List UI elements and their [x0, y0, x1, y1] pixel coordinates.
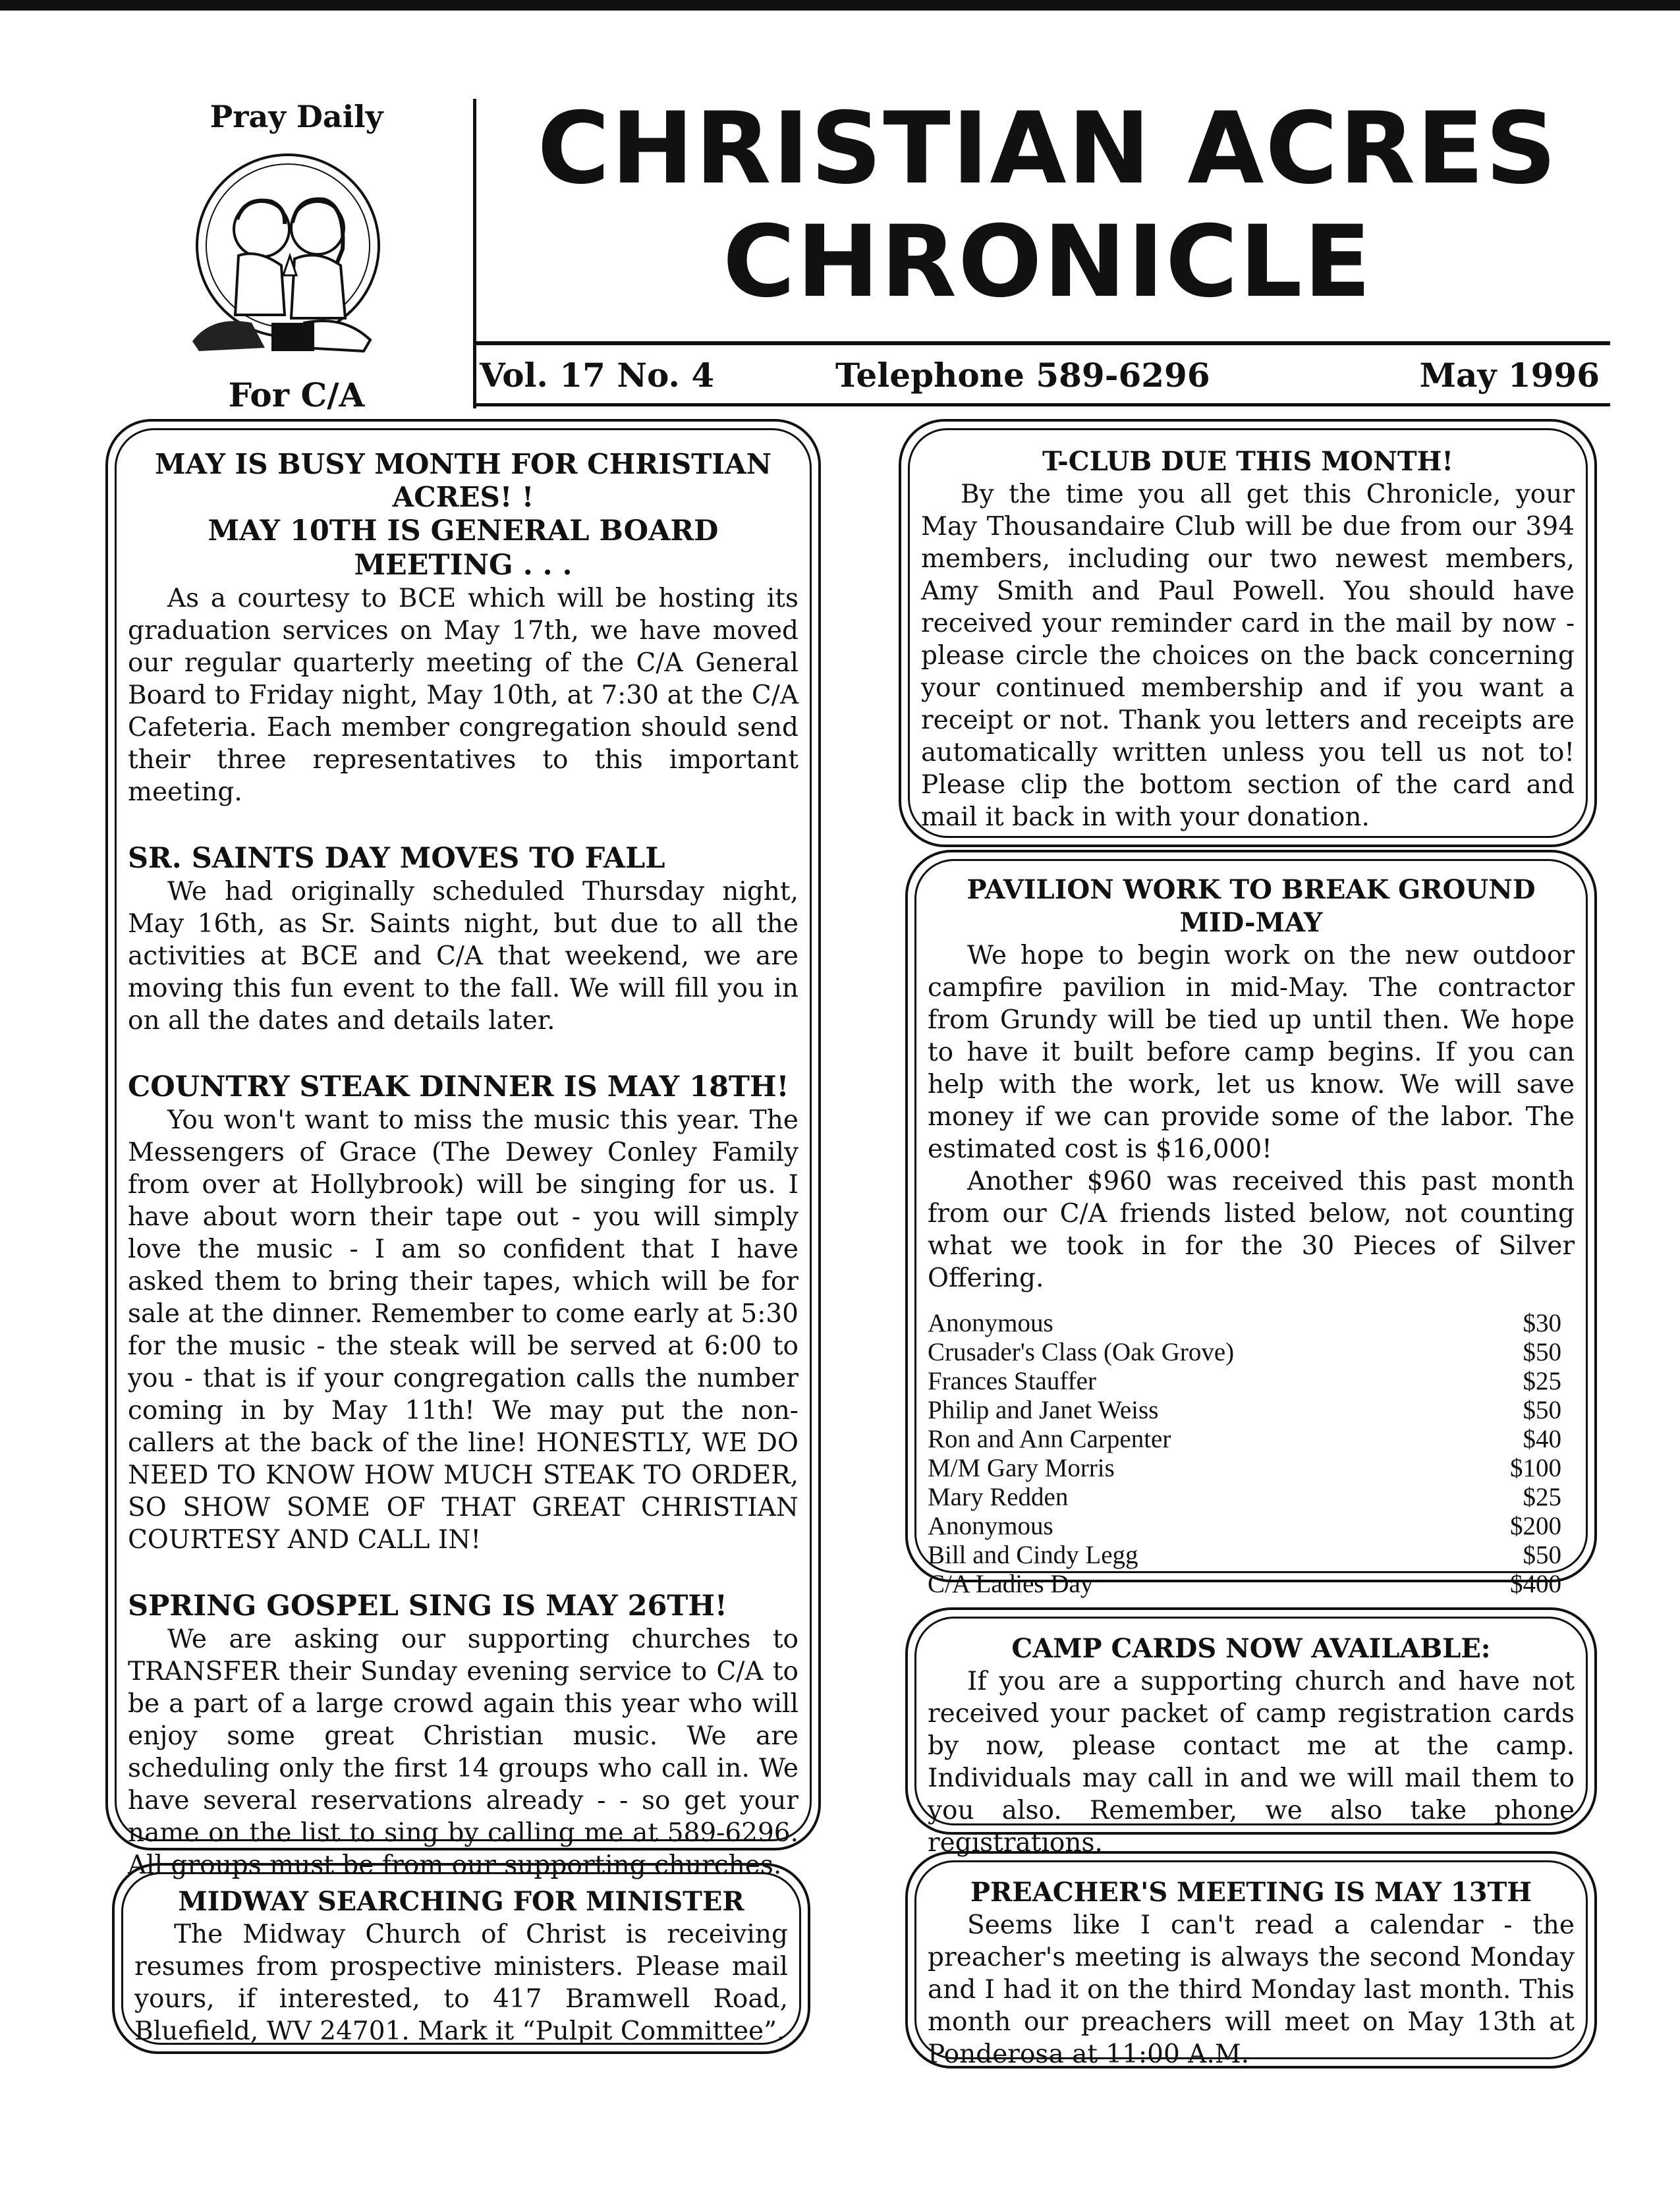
- headline-pavilion: PAVILION WORK TO BREAK GROUND MID-MAY: [966, 874, 1536, 938]
- donor-amount: $50: [1523, 1541, 1561, 1569]
- donor-name: Bill and Cindy Legg: [928, 1541, 1138, 1569]
- donor-row: [928, 1396, 1575, 1425]
- donor-row: [928, 1309, 1575, 1338]
- volume-number: Vol. 17 No. 4: [480, 356, 715, 395]
- title-line-2: CHRONICLE: [722, 205, 1373, 319]
- issue-info-bar: [480, 349, 1600, 402]
- masthead-divider: [473, 99, 476, 408]
- donor-row: [928, 1454, 1575, 1483]
- headline-midway: MIDWAY SEARCHING FOR MINISTER: [178, 1886, 744, 1917]
- donor-row: [928, 1367, 1575, 1396]
- newsletter-title: [481, 92, 1614, 319]
- donor-row: [928, 1512, 1575, 1541]
- sr-saints-text: We had originally scheduled Thursday night, May 16th, as Sr. Saints night, but due to all the activities at BCE and C/A that weekend, we are moving this fun event to the fall. We will fill you in on all the dates and details later.: [128, 877, 798, 1036]
- donor-amount: $50: [1523, 1338, 1561, 1366]
- praying-children-icon: [173, 150, 403, 368]
- donor-row: [928, 1541, 1575, 1570]
- donor-name: Crusader's Class (Oak Grove): [928, 1338, 1235, 1366]
- left-main-box: [105, 419, 821, 1880]
- headline-camp-cards: CAMP CARDS NOW AVAILABLE:: [1011, 1633, 1491, 1664]
- camp-cards-box: [905, 1607, 1597, 1858]
- midway-box: [112, 1863, 810, 2054]
- donor-row: [928, 1483, 1575, 1512]
- title-line-1: CHRISTIAN ACRES: [537, 92, 1558, 206]
- camp-cards-text: If you are a supporting church and have not received your packet of camp registration cards by now, please contact me at the camp. Individuals may call in and we will mail them to you also. Remember, we also take phone registrations.: [928, 1667, 1575, 1858]
- masthead-rule-top: [473, 341, 1610, 345]
- pavilion-donations-text: Another $960 was received this past month from our C/A friends listed below, not counting what we took in for the 30 Pieces of Silver Offering.: [928, 1167, 1575, 1293]
- top-border: [0, 0, 1680, 11]
- headline-general-board: MAY 10TH IS GENERAL BOARD MEETING . . .: [208, 514, 719, 582]
- donor-amount: $400: [1510, 1570, 1561, 1598]
- logo-top-text: Pray Daily: [210, 99, 383, 134]
- donor-row: [928, 1570, 1575, 1599]
- masthead-rule-bottom: [473, 403, 1610, 406]
- issue-date: May 1996: [1419, 356, 1600, 395]
- donor-amount: $200: [1510, 1512, 1561, 1540]
- headline-steak-dinner: COUNTRY STEAK DINNER IS MAY 18TH!: [128, 1070, 789, 1103]
- pavilion-text: We hope to begin work on the new outdoor campfire pavilion in mid-May. The contractor from Grundy will be tied up until then. We hope to have it built before camp begins. If you can help with the work, let us know. We will save money if we can provide some of the labor. The estimated cost is $16,000!: [928, 941, 1575, 1164]
- gospel-sing-text: We are asking our supporting churches to TRANSFER their Sunday evening service to C/A to be a part of a large crowd again this year who will enjoy some great Christian music. We are scheduling only the first 14 groups who call in. We have several reservations already - - so get your name on the list to sing by calling me at 589-6296. All groups must be from our supporting churches.: [128, 1624, 798, 1880]
- pavilion-box: [905, 850, 1597, 1598]
- telephone-number: Telephone 589-6296: [835, 356, 1210, 395]
- donor-name: Philip and Janet Weiss: [928, 1396, 1159, 1424]
- headline-gospel-sing: SPRING GOSPEL SING IS MAY 26TH!: [128, 1590, 727, 1623]
- donor-amount: $50: [1523, 1396, 1561, 1424]
- donor-name: Anonymous: [928, 1309, 1053, 1337]
- donor-name: Ron and Ann Carpenter: [928, 1425, 1171, 1453]
- donor-name: Mary Redden: [928, 1483, 1069, 1511]
- donor-amount: $25: [1523, 1483, 1561, 1511]
- tclub-text: By the time you all get this Chronicle, your May Thousandaire Club will be due from our 394 members, including our two newest members, Amy Smith and Paul Powell. You should have received your reminder card in the mail by now - please circle the choices on the back concerning your continued membership and if you want a receipt or not. Thank you letters and receipts are automatically written unless you tell us not to! Please clip the bottom section of the card and mail it back in with your donation.: [921, 480, 1575, 832]
- steak-dinner-text: You won't want to miss the music this year. The Messengers of Grace (The Dewey Conley Family from over at Hollybrook) will be singing for us. I have about worn their tape out - you will simply love the music - I am so confident that I have asked them to bring their tapes, which will be for sale at the dinner. Remember to come early at 5:30 for the music - the steak will be served at 6:00 to you - that is if your congregation calls the number coming in by May 11th! We may put the non-callers at the back of the line! HONESTLY, WE DO NEED TO KNOW HOW MUCH STEAK TO ORDER, SO SHOW SOME OF THAT GREAT CHRISTIAN COURTESY AND CALL IN!: [128, 1105, 798, 1555]
- headline-sr-saints: SR. SAINTS DAY MOVES TO FALL: [128, 842, 665, 875]
- donor-name: Frances Stauffer: [928, 1367, 1096, 1395]
- donor-amount: $40: [1523, 1425, 1561, 1453]
- donor-amount: $30: [1523, 1309, 1561, 1337]
- headline-busy-month: MAY IS BUSY MONTH FOR CHRISTIAN ACRES! !: [154, 448, 772, 513]
- donor-name: Anonymous: [928, 1512, 1053, 1540]
- donor-amount: $25: [1523, 1367, 1561, 1395]
- donor-row: [928, 1425, 1575, 1454]
- headline-preachers: PREACHER'S MEETING IS MAY 13TH: [970, 1877, 1532, 1908]
- general-board-text: As a courtesy to BCE which will be hosting its graduation services on May 17th, we have moved our regular quarterly meeting of the C/A General Board to Friday night, May 10th, at 7:30 at the C/A Cafeteria. Each member congregation should send their three representatives to this important meeting.: [128, 584, 798, 807]
- preachers-box: [905, 1851, 1597, 2068]
- donor-name: C/A Ladies Day: [928, 1570, 1094, 1598]
- donor-name: M/M Gary Morris: [928, 1454, 1115, 1482]
- headline-tclub: T-CLUB DUE THIS MONTH!: [1042, 446, 1453, 477]
- logo-bottom-text: For C/A: [228, 375, 365, 414]
- preachers-text: Seems like I can't read a calendar - the preacher's meeting is always the second Monday and I had it on the third Monday last month. This month our preachers will meet on May 13th at Ponderosa at 11:00 A.M.: [928, 1910, 1575, 2069]
- midway-text: The Midway Church of Christ is receiving resumes from prospective ministers. Please mail yours, if interested, to 417 Bramwell Road, Bluefield, WV 24701. Mark it “Pulpit Committee”.: [134, 1920, 788, 2046]
- donor-row: [928, 1338, 1575, 1367]
- donor-amount: $100: [1510, 1454, 1561, 1482]
- donor-list: [928, 1309, 1575, 1599]
- tclub-box: [899, 419, 1597, 847]
